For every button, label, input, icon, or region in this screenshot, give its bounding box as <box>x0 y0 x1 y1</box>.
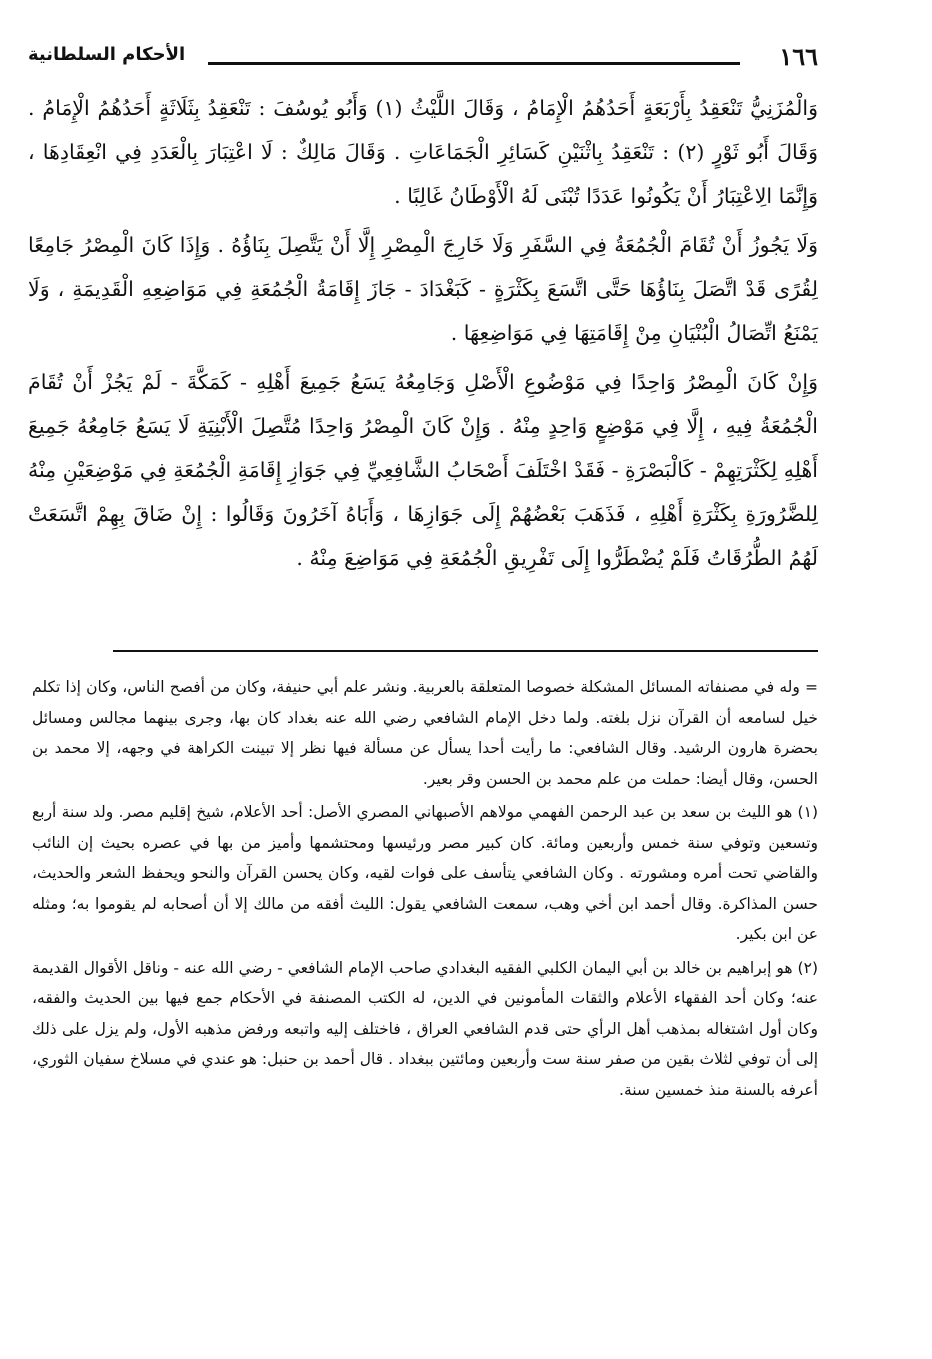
paragraph: وَإِنْ كَانَ الْمِصْرُ وَاحِدًا فِي مَوْضُوعِ الْأَصْلِ وَجَامِعُهُ يَسَعُ جَمِيعَ أَهْلِهِ - كَمَكَّةَ - لَمْ يَجُزْ أَنْ تُقَامَ الْجُمُعَةُ فِيهِ ، إِلَّا فِي مَوْضِعٍ وَاحِدٍ مِنْهُ . وَإِنْ كَانَ الْمِصْرُ وَاحِدًا مُتَّصِلَ الْأَبْنِيَةِ لَا يَسَعُ جَامِعُهُ جَمِيعَ أَهْلِهِ لِكَثْرَتِهِمْ - كَالْبَصْرَةِ - فَقَدْ اخْتَلَفَ أَصْحَابُ الشَّافِعِيِّ فِي جَوَازِ إِقَامَةِ الْجُمُعَةِ فِي مَوْضِعَيْنِ مِنْهُ لِلضَّرُورَةِ بِكَثْرَةِ أَهْلِهِ ، فَذَهَبَ بَعْضُهُمْ إِلَى جَوَازِهَا ، وَأَبَاهُ آخَرُونَ وَقَالُوا : إِنْ ضَاقَ بِهِمْ اتَّسَعَتْ لَهُمُ الطُّرُقَاتُ فَلَمْ يُضْطَرُّوا إِلَى تَفْرِيقِ الْجُمُعَةِ فِي مَوَاضِعَ مِنْهُ . <box>28 370 818 570</box>
main-text <box>28 86 818 585</box>
footnote: (١) هو الليث بن سعد بن عبد الرحمن الفهمي مولاهم الأصبهاني المصري الأصل: أحد الأعلام، شيخ إقليم مصر. ولد سنة أربع وتسعين وتوفي سنة خمس وأربعين ومائة. كان كبير مصر ورئيسها ومحتشمها وأميز من بها في عصره بحيث إن النائب والقاضي تحت أمره ومشورته . وكان الشافعي يتأسف على فوات لقيه، وكان يحسن القرآن والنحو ويحفظ الشعر والحديث، حسن المذاكرة. وقال أحمد ابن أخي وهب، سمعت الشافعي يقول: الليث أفقه من مالك إلا أن أصحابه لم يقوموا به؛ ومثله عن ابن بكير. <box>32 803 818 943</box>
footnotes <box>32 672 818 1108</box>
running-title: الأحكام السلطانية <box>28 44 186 65</box>
paragraph: وَلَا يَجُوزُ أَنْ تُقَامَ الْجُمُعَةُ فِي السَّفَرِ وَلَا خَارِجَ الْمِصْرِ إِلَّا أَنْ يَتَّصِلَ بِنَاؤُهُ . وَإِذَا كَانَ الْمِصْرُ جَامِعًا لِقُرًى قَدْ اتَّصَلَ بِنَاؤُهَا حَتَّى اتَّسَعَ بِكَثْرَةٍ - كَبَغْدَادَ - جَازَ إِقَامَةُ الْجُمُعَةِ فِي مَوَاضِعِهِ الْقَدِيمَةِ ، وَلَا يَمْنَعُ اتِّصَالُ الْبُنْيَانِ مِنْ إِقَامَتِهَا فِي مَوَاضِعِهَا . <box>28 233 818 345</box>
footnote-divider <box>113 650 818 652</box>
header-rule <box>208 62 740 65</box>
page-number: ١٦٦ <box>779 42 818 71</box>
page-header <box>28 38 818 78</box>
footnote: = وله في مصنفاته المسائل المشكلة خصوصا المتعلقة بالعربية. ونشر علم أبي حنيفة، وكان من أفصح الناس، وكان إذا تكلم خيل لسامعه أن القرآن نزل بلغته. ولما دخل الإمام الشافعي رضي الله عنه بغداد كان بها، وجرى بينهما مجالس ومسائل بحضرة هارون الرشيد. وقال الشافعي: ما رأيت أحدا يسأل عن مسألة فيها نظر إلا تبينت الكراهة في وجهه، إلا محمد بن الحسن، وقال أيضا: حملت من علم محمد بن الحسن وقر بعير. <box>32 678 818 788</box>
paragraph: وَالْمُزَنِيُّ تَنْعَقِدُ بِأَرْبَعَةٍ أَحَدُهُمُ الْإِمَامُ ، وَقَالَ اللَّيْثُ (١) وَأَبُو يُوسُفَ : تَنْعَقِدُ بِثَلَاثَةٍ أَحَدُهُمُ الْإِمَامُ . وَقَالَ أَبُو ثَوْرٍ (٢) : تَنْعَقِدُ بِاثْنَيْنِ كَسَائِرِ الْجَمَاعَاتِ . وَقَالَ مَالِكٌ : لَا اعْتِبَارَ بِالْعَدَدِ فِي انْعِقَادِهَا ، وَإِنَّمَا الِاعْتِبَارُ أَنْ يَكُونُوا عَدَدًا تُبْنَى لَهُ الْأَوْطَانُ غَالِبًا . <box>28 96 819 208</box>
footnote: (٢) هو إبراهيم بن خالد بن أبي اليمان الكلبي الفقيه البغدادي صاحب الإمام الشافعي - رضي الله عنه - وناقل الأقوال القديمة عنه؛ وكان أحد الفقهاء الأعلام والثقات المأمونين في الدين، له الكتب المصنفة في الأحكام جمع فيها بين الحديث والفقه، وكان أول اشتغاله بمذهب أهل الرأي حتى قدم الشافعي العراق ، فاختلف إليه واتبعه ورفض مذهبه الأول، ولم يزل على ذلك إلى أن توفي لثلاث بقين من صفر سنة ست وأربعين ومائتين ببغداد . قال أحمد بن حنبل: هو عندي في مسلاخ سفيان الثوري، أعرفه بالسنة منذ خمسين سنة. <box>32 958 818 1099</box>
